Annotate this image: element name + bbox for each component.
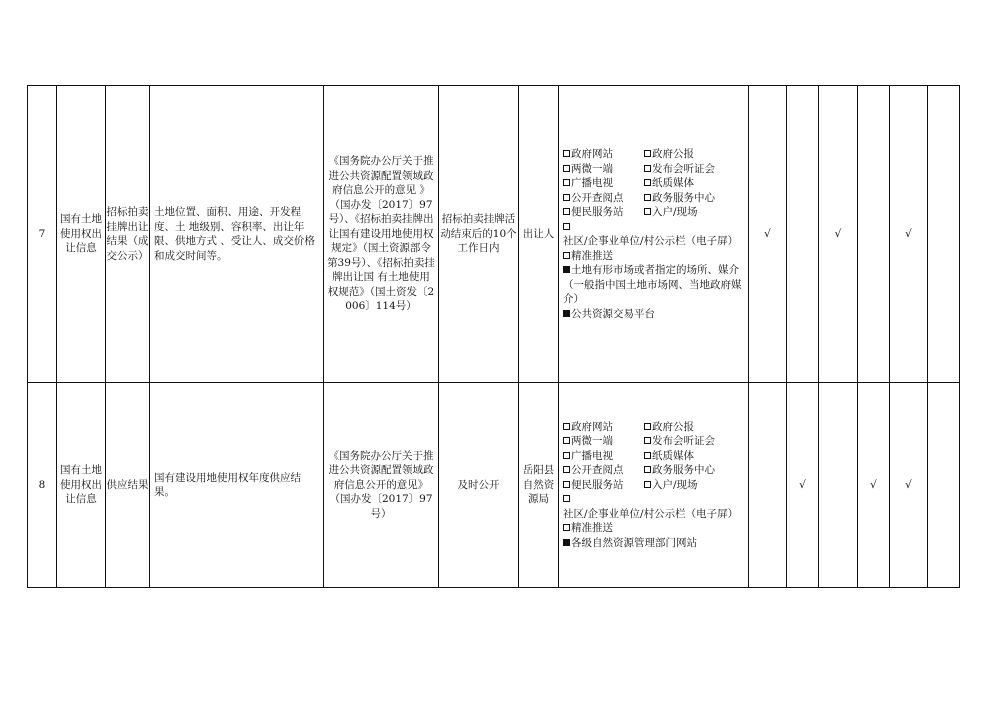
checkbox-empty-icon [563, 481, 570, 488]
check-mark: √ [819, 86, 858, 383]
checkbox-empty-icon [563, 466, 570, 473]
checkbox-empty-icon [563, 194, 570, 201]
channel-checkbox: 两微一端 [563, 162, 644, 177]
channel-checkbox: 精准推送 [563, 249, 744, 264]
check-mark: √ [858, 383, 890, 588]
channel-checkbox: 两微一端 [563, 434, 644, 449]
check-mark [787, 86, 819, 383]
checkbox-empty-icon [644, 194, 651, 201]
checkbox-empty-icon [563, 179, 570, 186]
check-mark: √ [749, 86, 787, 383]
disclosure-content: 国有建设用地使用权年度供应结果。 [150, 383, 324, 588]
check-mark: √ [787, 383, 819, 588]
row-number: 8 [28, 383, 57, 588]
channel-checkbox: 广播电视 [563, 176, 644, 191]
item-name: 国有土地使用权出让信息 [57, 383, 106, 588]
disclosure-subject: 岳阳县自然资源局 [519, 383, 559, 588]
check-mark: √ [890, 86, 928, 383]
time-limit: 及时公开 [439, 383, 519, 588]
channel-checkbox: 发布会听证会 [644, 162, 744, 177]
checkbox-empty-icon [563, 495, 570, 502]
channel-checkbox: 社区/企事业单位/村公示栏（电子屏） [563, 220, 744, 249]
channel-checkbox-checked: 公共资源交易平台 [563, 307, 744, 322]
checkbox-empty-icon [644, 437, 651, 444]
channel-checkbox: 政府网站 [563, 147, 644, 162]
checkbox-empty-icon [644, 452, 651, 459]
channel-checkbox: 政务服务中心 [644, 463, 744, 478]
table-row [28, 383, 960, 588]
channel-checkbox: 广播电视 [563, 449, 644, 464]
check-mark [819, 383, 858, 588]
checkbox-empty-icon [563, 524, 570, 531]
sub-item-name: 招标拍卖挂牌出让结果（成交公示） [106, 86, 150, 383]
checkbox-filled-icon [563, 539, 570, 546]
check-mark: √ [890, 383, 928, 588]
channel-checkbox: 社区/企事业单位/村公示栏（电子屏） [563, 492, 744, 521]
channels-cell [559, 383, 749, 588]
channel-grid [563, 420, 744, 493]
channel-checkbox: 政府公报 [644, 147, 744, 162]
checkbox-empty-icon [644, 423, 651, 430]
channel-checkbox: 公开查阅点 [563, 191, 644, 206]
item-name: 国有土地使用权出让信息 [57, 86, 106, 383]
checkbox-empty-icon [563, 223, 570, 230]
legal-basis: 《国务院办公厅关于推进公共资源配置领域政府信息公开的意见》（国办发〔2017〕97号） [324, 383, 439, 588]
checkbox-empty-icon [563, 208, 570, 215]
checkbox-empty-icon [644, 481, 651, 488]
channel-checkbox: 便民服务站 [563, 205, 644, 220]
channel-checkbox: 发布会听证会 [644, 434, 744, 449]
row-number: 7 [28, 86, 57, 383]
checkbox-empty-icon [563, 150, 570, 157]
sub-item-name: 供应结果 [106, 383, 150, 588]
channel-checkbox: 政府网站 [563, 420, 644, 435]
check-mark [858, 86, 890, 383]
disclosure-subject: 出让人 [519, 86, 559, 383]
disclosure-content: 土地位置、面积、用途、开发程度、土 地级别、容积率、出让年限、供地方式 、受让人、成交价格和成交时间等。 [150, 86, 324, 383]
legal-basis: 《国务院办公厅关于推进公共资源配置领域政府信息公开的意见 》（国办发〔2017〕97号）、《招标拍卖挂牌出让国有建设用地使用权规定》（国土资源部令第39号）、《招标拍卖挂牌出让国 有土地使用权规范》（国土资发〔2006〕114号） [324, 86, 439, 383]
check-mark [928, 86, 960, 383]
channels-cell [559, 86, 749, 383]
time-limit: 招标拍卖挂牌活 动结束后的10个 工作日内 [439, 86, 519, 383]
checkbox-empty-icon [563, 252, 570, 259]
checkbox-empty-icon [563, 437, 570, 444]
channel-checkbox: 公开查阅点 [563, 463, 644, 478]
channel-checkbox: 纸质媒体 [644, 176, 744, 191]
disclosure-table [27, 85, 960, 588]
checkbox-empty-icon [644, 165, 651, 172]
check-mark [749, 383, 787, 588]
checkbox-filled-icon [563, 310, 570, 317]
check-mark [928, 383, 960, 588]
checkbox-empty-icon [644, 179, 651, 186]
channel-checkbox: 政府公报 [644, 420, 744, 435]
channel-checkbox: 入户/现场 [644, 478, 744, 493]
channel-checkbox-checked: 土地有形市场或者指定的场所、媒介（一般指中国土地市场网、当地政府媒介） [563, 264, 742, 305]
channel-checkbox: 入户/现场 [644, 205, 744, 220]
checkbox-empty-icon [563, 165, 570, 172]
channel-checkbox: 纸质媒体 [644, 449, 744, 464]
channel-grid [563, 147, 744, 220]
channel-checkbox-checked: 各级自然资源管理部门网站 [563, 536, 744, 551]
checkbox-filled-icon [563, 266, 570, 273]
checkbox-empty-icon [644, 208, 651, 215]
table-row [28, 86, 960, 383]
channel-checkbox: 政务服务中心 [644, 191, 744, 206]
channel-checkbox: 精准推送 [563, 521, 744, 536]
checkbox-empty-icon [644, 466, 651, 473]
channel-checkbox: 便民服务站 [563, 478, 644, 493]
checkbox-empty-icon [563, 452, 570, 459]
checkbox-empty-icon [644, 150, 651, 157]
checkbox-empty-icon [563, 423, 570, 430]
